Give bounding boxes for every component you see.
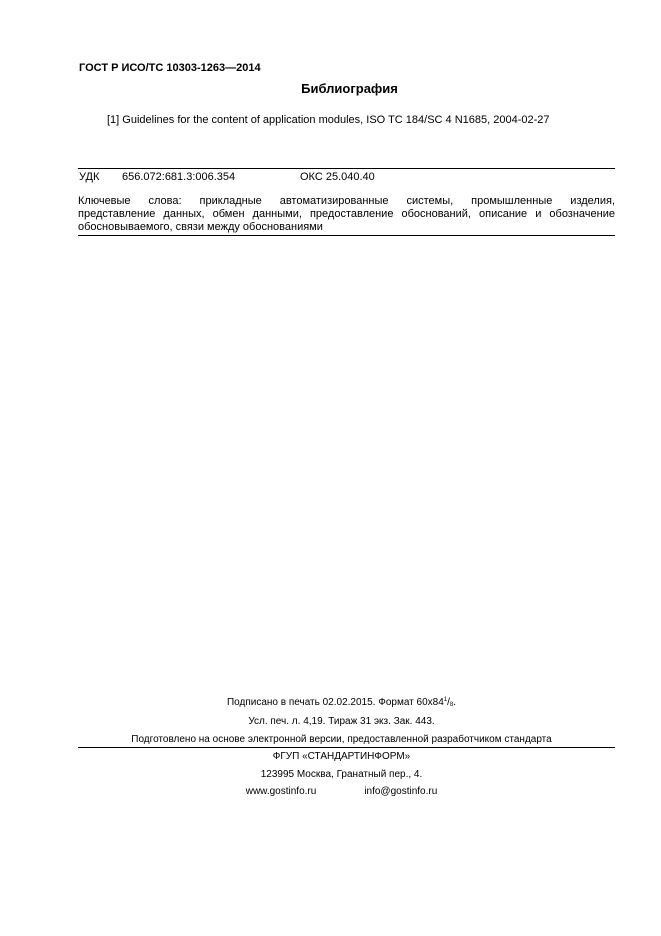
keywords-line: обосновываемого, связи между обоснованиями [78, 221, 323, 233]
document-code: ГОСТ Р ИСО/ТС 10303-1263—2014 [79, 62, 261, 74]
signed-text: Подписано в печать 02.02.2015. Формат 60х84 [226, 697, 444, 708]
signed-for-print [0, 697, 661, 708]
print-details: Усл. печ. л. 4,19. Тираж 31 экз. Зак. 443. [248, 716, 435, 727]
publisher-address: 123995 Москва, Гранатный пер., 4. [260, 769, 423, 780]
format-slash: / [447, 697, 450, 708]
keywords-block [78, 195, 615, 234]
bottom-divider [78, 235, 615, 236]
prepared-by: Подготовлено на основе электронной версии, предоставленной разработчиком стандарта [131, 734, 552, 745]
bibliography-entry: [1] Guidelines for the content of application modules, ISO TC 184/SC 4 N1685, 2004-02-27 [107, 114, 550, 126]
imprint-divider [78, 747, 615, 748]
top-divider [78, 168, 615, 169]
email-link[interactable]: info@gostinfo.ru [364, 786, 438, 797]
publisher-name: ФГУП «СТАНДАРТИНФОРМ» [272, 751, 411, 762]
format-numerator: 1 [443, 697, 448, 703]
website-link[interactable]: www.gostinfo.ru [245, 786, 317, 797]
oks-value: ОКС 25.040.40 [300, 171, 375, 183]
format-denominator: 8 [449, 702, 454, 708]
keywords-line: представление данных, обмен данными, предоставление обоснований, описание и обозначение [78, 208, 615, 220]
bibliography-title: Библиография [301, 81, 398, 96]
udk-value: 656.072:681.3:006.354 [122, 171, 236, 183]
keywords-line: Ключевые слова: прикладные автоматизированные системы, промышленные изделия, [78, 195, 615, 207]
format-suffix: . [453, 697, 457, 708]
publisher-contacts [0, 786, 661, 797]
udk-label: УДК [79, 171, 100, 183]
